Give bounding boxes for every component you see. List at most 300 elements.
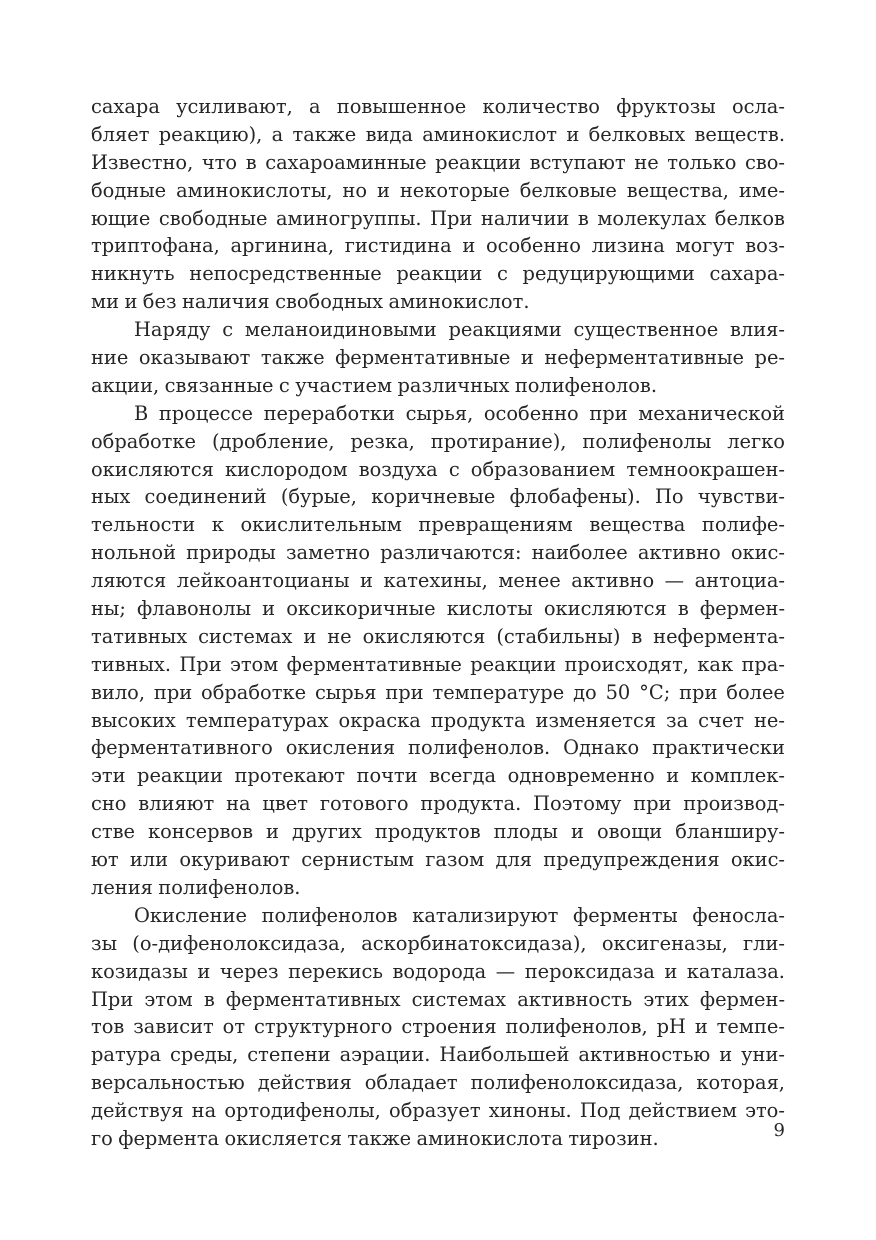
word: катализируют bbox=[412, 903, 559, 927]
word: только bbox=[667, 150, 737, 174]
word: и bbox=[197, 959, 211, 983]
word: уни- bbox=[741, 1043, 785, 1067]
word: Поэтому bbox=[533, 792, 622, 816]
word: и bbox=[376, 178, 390, 202]
word: консервов bbox=[148, 820, 253, 844]
word: комплек- bbox=[690, 764, 785, 788]
word: окуривают bbox=[179, 848, 290, 872]
word: окисляются bbox=[543, 597, 667, 621]
word: ют bbox=[91, 848, 119, 872]
word: одновременно bbox=[507, 764, 655, 788]
word: предупреждения bbox=[543, 848, 720, 872]
text-line bbox=[91, 595, 785, 623]
text-line bbox=[91, 344, 785, 372]
word: в bbox=[577, 206, 589, 230]
word: Известно, bbox=[91, 150, 194, 174]
word: в bbox=[631, 624, 643, 648]
word: тивных. bbox=[91, 652, 172, 676]
word: Наибольшей bbox=[439, 1043, 570, 1067]
word: как bbox=[697, 652, 734, 676]
word: для bbox=[495, 848, 533, 872]
word: также bbox=[260, 346, 325, 370]
word: аминокислот. bbox=[388, 290, 530, 314]
word: фермен- bbox=[699, 597, 785, 621]
word: с bbox=[278, 373, 290, 397]
word: не- bbox=[754, 708, 785, 732]
word: при bbox=[679, 680, 718, 704]
text-line bbox=[91, 93, 785, 121]
word: не bbox=[327, 624, 352, 648]
word: редуцирующими bbox=[522, 262, 695, 286]
word: и bbox=[124, 290, 138, 314]
word: газом bbox=[425, 848, 485, 872]
word: окисления bbox=[285, 736, 396, 760]
word: ферментативного bbox=[91, 736, 273, 760]
word: на bbox=[191, 1099, 217, 1123]
word: ны; bbox=[91, 597, 126, 621]
word: полифенолов bbox=[261, 903, 398, 927]
word: вещества bbox=[589, 513, 686, 537]
word: окисляются bbox=[91, 457, 214, 481]
word: °С; bbox=[639, 680, 671, 704]
word: веществ. bbox=[694, 122, 785, 146]
word: а bbox=[271, 122, 284, 146]
text-line bbox=[91, 567, 785, 595]
page-number: 9 bbox=[773, 1120, 785, 1141]
word: аминогруппы. bbox=[275, 206, 422, 230]
word: продуктов bbox=[374, 820, 481, 844]
word: протирание), bbox=[430, 429, 567, 453]
word: катехины, bbox=[383, 569, 488, 593]
word: наличия bbox=[181, 290, 270, 314]
word: кислородом bbox=[224, 457, 348, 481]
word: ферментативных bbox=[225, 987, 401, 1011]
word: различных bbox=[397, 373, 510, 397]
text-line bbox=[91, 679, 785, 707]
word: полифенолов, bbox=[505, 1015, 648, 1039]
word: При bbox=[91, 987, 134, 1011]
word: обработке bbox=[201, 680, 307, 704]
word: и bbox=[566, 122, 580, 146]
word: почти bbox=[356, 764, 418, 788]
word: водорода bbox=[392, 959, 487, 983]
word: соединений bbox=[144, 485, 267, 509]
word: при bbox=[153, 680, 193, 704]
word: от bbox=[222, 1015, 246, 1039]
word: и bbox=[360, 569, 373, 593]
word: аскорбинатоксидаза), bbox=[361, 931, 587, 955]
word: и bbox=[570, 820, 584, 844]
word: и bbox=[303, 624, 317, 648]
word: природы bbox=[186, 541, 276, 565]
word: белков bbox=[714, 206, 785, 230]
word: лейкоантоцианы bbox=[176, 569, 350, 593]
word: окислительным bbox=[240, 513, 402, 537]
word: феносла- bbox=[692, 903, 785, 927]
word: активно bbox=[637, 541, 721, 565]
word: что bbox=[201, 150, 238, 174]
word: также bbox=[292, 122, 357, 146]
text-line bbox=[91, 428, 785, 456]
text-line bbox=[91, 121, 785, 149]
word: сахара bbox=[91, 95, 160, 118]
word: При bbox=[179, 652, 222, 676]
word: версальностью bbox=[91, 1071, 245, 1095]
word: и bbox=[719, 1043, 733, 1067]
word: обработке bbox=[91, 429, 196, 453]
word: окисляется bbox=[224, 1126, 342, 1150]
word: сахароаминные bbox=[265, 150, 427, 174]
text-line bbox=[91, 149, 785, 177]
word: системах bbox=[411, 987, 507, 1011]
body-text bbox=[91, 93, 785, 1153]
word: белковых bbox=[588, 122, 686, 146]
word: нольной bbox=[91, 541, 176, 565]
word: коричневые bbox=[371, 485, 496, 509]
word: на bbox=[226, 792, 251, 816]
word: хиноны. bbox=[488, 1099, 572, 1123]
text-line bbox=[91, 762, 785, 790]
word: ферменты bbox=[573, 903, 678, 927]
word: тов bbox=[91, 1015, 125, 1039]
text-line bbox=[91, 958, 785, 986]
word: полифенолов. bbox=[514, 373, 657, 397]
text-line bbox=[91, 1013, 785, 1041]
text-line bbox=[91, 623, 785, 651]
word: стве bbox=[91, 820, 135, 844]
text-line bbox=[91, 734, 785, 762]
word: при bbox=[385, 680, 424, 704]
word: вида bbox=[365, 122, 413, 146]
text-line bbox=[91, 539, 785, 567]
word: неферментативные bbox=[544, 346, 744, 370]
word: до bbox=[573, 680, 597, 704]
word: ортодифенолы, bbox=[224, 1099, 381, 1123]
word: с bbox=[448, 457, 460, 481]
word: ферментативные bbox=[286, 652, 462, 676]
word: ющие bbox=[91, 206, 151, 230]
word: (о-дифенолоксидаза, bbox=[132, 931, 346, 955]
word: образованием bbox=[470, 457, 616, 481]
word: без bbox=[142, 290, 177, 314]
word: действуя bbox=[91, 1099, 184, 1123]
word: этом bbox=[144, 987, 193, 1011]
text-line bbox=[91, 818, 785, 846]
word: ферментативные bbox=[335, 346, 511, 370]
word: (бурые, bbox=[280, 485, 357, 509]
word: практически bbox=[652, 736, 785, 760]
word: непосредственные bbox=[189, 262, 382, 286]
word: этом bbox=[229, 652, 279, 676]
text-line bbox=[91, 483, 785, 511]
word: оксикоричные bbox=[286, 597, 436, 621]
word: в bbox=[203, 987, 215, 1011]
word: фермен- bbox=[699, 987, 785, 1011]
word: реакциями bbox=[448, 318, 562, 342]
word: пра- bbox=[741, 652, 785, 676]
text-line bbox=[91, 372, 785, 400]
word: и bbox=[520, 346, 534, 370]
word: с bbox=[222, 318, 234, 342]
word: обладает bbox=[364, 1071, 458, 1095]
word: зависит bbox=[133, 1015, 214, 1039]
text-line bbox=[91, 400, 785, 428]
word: реакцию), bbox=[158, 122, 263, 146]
word: эти bbox=[91, 764, 126, 788]
word: (дробление, bbox=[211, 429, 335, 453]
word: строения bbox=[401, 1015, 497, 1039]
word: менее bbox=[498, 569, 561, 593]
word: ратура bbox=[91, 1043, 162, 1067]
word: тельности bbox=[91, 513, 196, 537]
word: фермента bbox=[118, 1126, 220, 1150]
word: го bbox=[91, 1126, 113, 1150]
word: име- bbox=[738, 178, 785, 202]
word: легко bbox=[727, 429, 785, 453]
word: существенное bbox=[573, 318, 719, 342]
word: изменяется bbox=[535, 708, 657, 732]
word: реакции bbox=[435, 150, 522, 174]
word: флавонолы bbox=[137, 597, 252, 621]
text-line bbox=[91, 930, 785, 958]
word: действием bbox=[628, 1099, 737, 1123]
word: Наряду bbox=[134, 318, 211, 342]
word: аэрации. bbox=[339, 1043, 431, 1067]
word: Окисление bbox=[134, 903, 247, 927]
word: а bbox=[309, 95, 321, 118]
word: полифенолы bbox=[582, 429, 712, 453]
word: — bbox=[664, 569, 685, 593]
text-line bbox=[91, 177, 785, 205]
word: сырья bbox=[314, 680, 377, 704]
word: процессе bbox=[158, 401, 253, 425]
word: аминокислот bbox=[422, 122, 558, 146]
text-line bbox=[91, 846, 785, 874]
word: этих bbox=[643, 987, 689, 1011]
word: реакции bbox=[137, 764, 223, 788]
word: счет bbox=[698, 708, 745, 732]
word: в bbox=[677, 597, 689, 621]
word: ми bbox=[91, 290, 120, 314]
word: 50 bbox=[605, 680, 631, 704]
word: фруктозы bbox=[616, 95, 716, 118]
word: и bbox=[666, 764, 680, 788]
word: за bbox=[666, 708, 689, 732]
word: сырья, bbox=[405, 401, 474, 425]
word: свободных bbox=[275, 290, 384, 314]
word: и bbox=[664, 959, 678, 983]
word: лизина bbox=[591, 234, 665, 258]
word: при bbox=[633, 792, 672, 816]
word: ления bbox=[91, 875, 153, 899]
word: свободные bbox=[158, 206, 268, 230]
word: заметно bbox=[285, 541, 371, 565]
word: наиболее bbox=[531, 541, 628, 565]
word: (стабильны) bbox=[496, 624, 621, 648]
word: или bbox=[129, 848, 169, 872]
word: По bbox=[655, 485, 684, 509]
word: протекают bbox=[234, 764, 345, 788]
word: производ- bbox=[683, 792, 785, 816]
word: и bbox=[694, 1015, 708, 1039]
word: не bbox=[634, 150, 659, 174]
word: особенно bbox=[485, 234, 581, 258]
word: В bbox=[134, 401, 149, 425]
word: системах bbox=[198, 624, 293, 648]
word: ре- bbox=[754, 346, 785, 370]
word: и bbox=[262, 597, 276, 621]
word: реакции bbox=[470, 652, 557, 676]
text-line bbox=[91, 511, 785, 539]
word: других bbox=[292, 820, 362, 844]
word: образует bbox=[389, 1099, 481, 1123]
word: сахара- bbox=[709, 262, 785, 286]
word: могут bbox=[675, 234, 735, 258]
word: зы bbox=[91, 931, 118, 955]
word: полифенолов. bbox=[408, 736, 551, 760]
word: вещества, bbox=[626, 178, 729, 202]
text-line bbox=[91, 1069, 785, 1097]
word: к bbox=[211, 513, 224, 537]
word: также bbox=[347, 1126, 412, 1150]
word: бланширу- bbox=[675, 820, 785, 844]
word: овощи bbox=[596, 820, 663, 844]
word: превращениям bbox=[418, 513, 573, 537]
word: каталаза. bbox=[686, 959, 785, 983]
word: влия- bbox=[729, 318, 785, 342]
text-line bbox=[91, 902, 785, 930]
word: реакции bbox=[396, 262, 483, 286]
word: но bbox=[342, 178, 368, 202]
word: осла- bbox=[731, 95, 785, 118]
word: вило, bbox=[91, 680, 145, 704]
word: при bbox=[589, 401, 628, 425]
word: бодные bbox=[91, 178, 167, 202]
word: окис- bbox=[730, 848, 785, 872]
word: происходят, bbox=[564, 652, 689, 676]
word: чувстви- bbox=[697, 485, 785, 509]
word: которая, bbox=[696, 1071, 785, 1095]
word: темноокрашен- bbox=[626, 457, 785, 481]
word: полифенолов. bbox=[158, 875, 301, 899]
word: окисляются bbox=[362, 624, 486, 648]
word: связанные bbox=[164, 373, 274, 397]
word: сно bbox=[91, 792, 127, 816]
word: цвет bbox=[262, 792, 309, 816]
word: аминокислоты, bbox=[176, 178, 333, 202]
word: кислоты bbox=[446, 597, 533, 621]
word: более bbox=[726, 680, 785, 704]
word: действия bbox=[257, 1071, 352, 1095]
word: нефермента- bbox=[653, 624, 785, 648]
word: сво- bbox=[744, 150, 785, 174]
word: это- bbox=[745, 1099, 785, 1123]
text-line bbox=[91, 790, 785, 818]
text-line bbox=[91, 260, 785, 288]
word: повышенное bbox=[336, 95, 467, 118]
word: через bbox=[219, 959, 279, 983]
word: перекись bbox=[288, 959, 383, 983]
word: всегда bbox=[429, 764, 497, 788]
word: усиливают, bbox=[176, 95, 293, 118]
word: температурах bbox=[185, 708, 329, 732]
word: антоциа- bbox=[694, 569, 785, 593]
word: триптофана, bbox=[91, 234, 220, 258]
word: бляет bbox=[91, 122, 150, 146]
word: переработки bbox=[263, 401, 395, 425]
text-line bbox=[91, 874, 785, 902]
text-line bbox=[91, 316, 785, 344]
word: меланоидиновыми bbox=[244, 318, 437, 342]
word: окис- bbox=[730, 541, 785, 565]
word: пероксидаза bbox=[524, 959, 655, 983]
word: температуре bbox=[432, 680, 565, 704]
text-line bbox=[91, 1041, 785, 1069]
word: оказывают bbox=[138, 346, 251, 370]
word: степени bbox=[247, 1043, 331, 1067]
text-line bbox=[91, 288, 785, 316]
word: среды, bbox=[170, 1043, 239, 1067]
word: особенно bbox=[483, 401, 579, 425]
text-line bbox=[91, 1097, 785, 1125]
word: белковые bbox=[519, 178, 617, 202]
word: участием bbox=[295, 373, 393, 397]
word: полифе- bbox=[701, 513, 785, 537]
word: тативных bbox=[91, 624, 188, 648]
word: количество bbox=[482, 95, 600, 118]
word: При bbox=[430, 206, 473, 230]
word: аминокислота bbox=[416, 1126, 563, 1150]
text-line bbox=[91, 456, 785, 484]
word: и bbox=[462, 234, 476, 258]
word: вступают bbox=[529, 150, 626, 174]
word: оксигеназы, bbox=[601, 931, 728, 955]
word: гистидина bbox=[344, 234, 452, 258]
word: воздуха bbox=[358, 457, 438, 481]
word: флобафены). bbox=[509, 485, 641, 509]
word: аргинина, bbox=[230, 234, 335, 258]
word: в bbox=[245, 150, 257, 174]
word: Однако bbox=[563, 736, 640, 760]
word: продукта. bbox=[420, 792, 522, 816]
word: pH bbox=[656, 1015, 686, 1039]
word: различаются: bbox=[380, 541, 522, 565]
word: молекулах bbox=[597, 206, 707, 230]
word: ляются bbox=[91, 569, 167, 593]
word: окраска bbox=[338, 708, 421, 732]
word: Под bbox=[579, 1099, 621, 1123]
text-line bbox=[91, 986, 785, 1014]
word: козидазы bbox=[91, 959, 188, 983]
text-line bbox=[91, 707, 785, 735]
word: полифенолоксидаза, bbox=[470, 1071, 684, 1095]
word: механической bbox=[638, 401, 785, 425]
word: активно bbox=[571, 569, 655, 593]
word: ных bbox=[91, 485, 131, 509]
word: продукта bbox=[430, 708, 526, 732]
text-line bbox=[91, 651, 785, 679]
text-line bbox=[91, 205, 785, 233]
word: ние bbox=[91, 346, 129, 370]
word: наличии bbox=[480, 206, 570, 230]
word: готового bbox=[319, 792, 409, 816]
word: активность bbox=[517, 987, 633, 1011]
word: гли- bbox=[743, 931, 785, 955]
word: некоторые bbox=[399, 178, 510, 202]
word: темпе- bbox=[716, 1015, 785, 1039]
word: — bbox=[495, 959, 516, 983]
word: воз- bbox=[745, 234, 785, 258]
